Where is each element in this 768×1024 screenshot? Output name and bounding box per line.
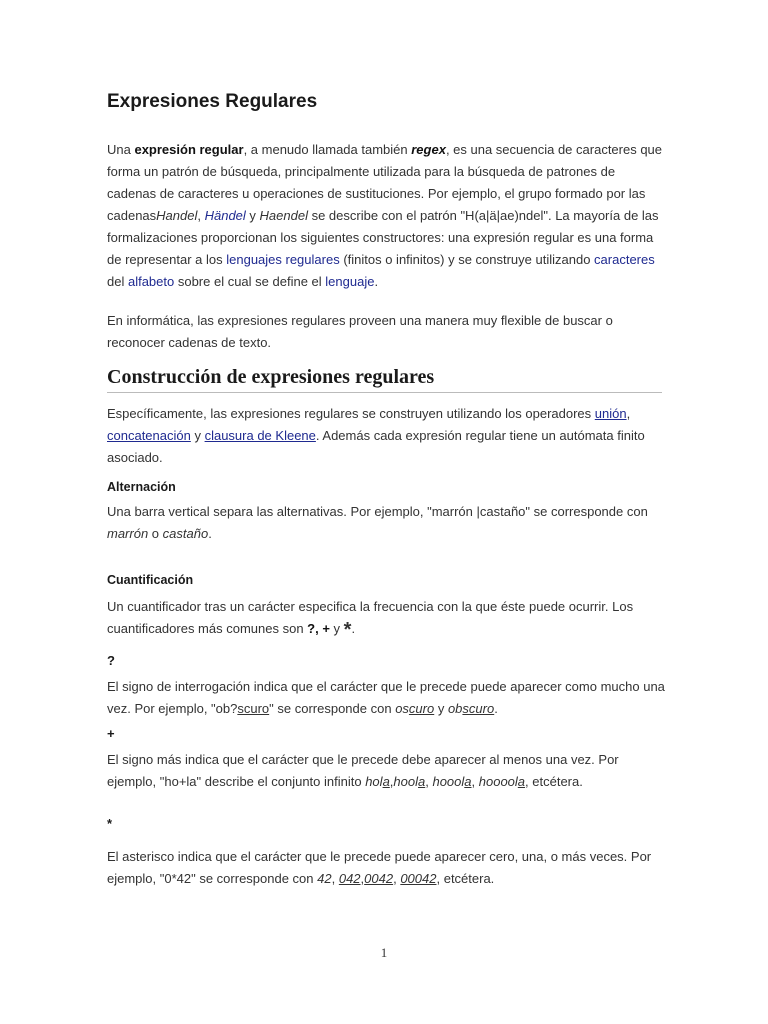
example-obscuro: ob xyxy=(447,701,463,716)
example-hooola-underlined: a xyxy=(464,774,472,789)
example-hoooola-underlined: a xyxy=(517,774,526,789)
construccion-text: . Además cada expresión regular tiene un autómata finito asociado. xyxy=(107,428,645,465)
mas-text: , etcétera. xyxy=(525,774,583,789)
example-0042: 0042 xyxy=(364,871,394,886)
link-union[interactable]: unión xyxy=(594,406,627,421)
separator: del xyxy=(107,274,128,289)
example-oscuro: os xyxy=(395,701,409,716)
interrogacion-text: " se corresponde con xyxy=(269,701,396,716)
separator: y xyxy=(245,208,260,223)
interrogacion-paragraph xyxy=(107,676,667,720)
asterisco-text: El asterisco indica que el carácter que le precede puede aparecer cero, una, o más veces. Por ejemplo, "0*42" se corresponde con xyxy=(107,849,652,886)
link-alfabeto[interactable]: alfabeto xyxy=(127,274,175,289)
example-castano: castaño xyxy=(162,526,209,541)
link-lenguajes-regulares[interactable]: lenguajes regulares xyxy=(226,252,340,267)
example-obscuro-underlined: scuro xyxy=(462,701,495,716)
example-042: 042 xyxy=(338,871,361,886)
example-handel: Handel xyxy=(156,208,198,223)
example-hoola: hool xyxy=(393,774,418,789)
intro-text: (finitos o infinitos) y se construye utilizando xyxy=(339,252,595,267)
example-oscuro-underlined: curo xyxy=(408,701,435,716)
cuantificacion-paragraph xyxy=(107,596,667,641)
link-lenguaje[interactable]: lenguaje xyxy=(325,274,375,289)
asterisco-paragraph xyxy=(107,846,667,890)
informatica-paragraph: En informática, las expresiones regulares proveen una manera muy flexible de buscar o reconocer cadenas de texto. xyxy=(107,313,613,350)
example-hola: hol xyxy=(365,774,383,789)
example-hooola: hoool xyxy=(432,774,465,789)
intro-text: sobre el cual se define el xyxy=(174,274,326,289)
link-clausura-kleene[interactable]: clausura de Kleene xyxy=(204,428,316,443)
subheading-cuantificacion: Cuantificación xyxy=(107,573,194,587)
subheading-alternacion: Alternación xyxy=(107,480,176,494)
link-handel-umlaut[interactable]: Händel xyxy=(204,208,246,223)
intro-text: se describe con el patrón "H(a|ä|ae)ndel". La mayoría de las formalizaciones proporcionan los siguientes constructores: una expresión regular es una forma de representar a los xyxy=(107,208,659,267)
example-haendel: Haendel xyxy=(259,208,308,223)
example-42: 42 xyxy=(317,871,332,886)
link-caracteres[interactable]: caracteres xyxy=(594,252,655,267)
intro-text: , es una secuencia de caracteres que forma un patrón de búsqueda, principalmente utilizada para la búsqueda de patrones de cadenas de caracteres u operaciones de sustituciones. Por ejemplo, el grupo formado por las cadenas xyxy=(107,142,663,223)
separator: , xyxy=(393,871,401,886)
mas-text: El signo más indica que el carácter que le precede debe aparecer al menos una vez. Por ejemplo, "ho+la" describe el conjunto infinito xyxy=(107,752,619,789)
example-00042: 00042 xyxy=(400,871,437,886)
separator: , xyxy=(425,774,433,789)
separator: . xyxy=(374,274,379,289)
quantifier-question: ? xyxy=(307,621,316,636)
separator: , xyxy=(471,774,479,789)
separator: y xyxy=(190,428,205,443)
term-regex: regex xyxy=(411,142,446,157)
separator: y xyxy=(434,701,448,716)
quantifier-star: * xyxy=(343,619,352,641)
alternacion-paragraph xyxy=(107,501,667,545)
separator: , xyxy=(360,871,365,886)
symbol-plus: + xyxy=(107,726,115,741)
example-hoola-underlined: a xyxy=(418,774,426,789)
symbol-asterisk: * xyxy=(107,816,113,831)
page-title: Expresiones Regulares xyxy=(107,91,318,112)
intro-text: Una xyxy=(107,142,135,157)
separator: , xyxy=(389,774,394,789)
mas-paragraph xyxy=(107,749,667,793)
separator: , xyxy=(315,621,323,636)
construccion-paragraph xyxy=(107,403,667,469)
separator: o xyxy=(148,526,163,541)
symbol-question: ? xyxy=(107,653,115,668)
section-heading-construccion: Construcción de expresiones regulares xyxy=(107,366,662,393)
intro-paragraph xyxy=(107,139,667,293)
separator: , xyxy=(626,406,631,421)
separator: . xyxy=(494,701,498,716)
separator: . xyxy=(351,621,356,636)
page-number: 1 xyxy=(380,945,388,960)
example-hoooola: hooool xyxy=(478,774,518,789)
separator: , xyxy=(197,208,205,223)
interrogacion-text: El signo de interrogación indica que el carácter que le precede puede aparecer como mucho una vez. Por ejemplo, "ob? xyxy=(107,679,665,716)
alternacion-text: Una barra vertical separa las alternativas. Por ejemplo, "marrón |castaño" se corresponde con xyxy=(107,504,648,519)
asterisco-text: , etcétera. xyxy=(436,871,495,886)
separator: , xyxy=(331,871,339,886)
example-marron: marrón xyxy=(107,526,149,541)
link-concatenacion[interactable]: concatenación xyxy=(107,428,191,443)
separator: y xyxy=(329,621,344,636)
term-expresion-regular: expresión regular xyxy=(134,142,244,157)
construccion-text: Específicamente, las expresiones regulares se construyen utilizando los operadores xyxy=(107,406,595,421)
cuantificacion-text: Un cuantificador tras un carácter especifica la frecuencia con la que éste puede ocurrir. Los cuantificadores más comunes son xyxy=(107,599,634,636)
example-hola-underlined: a xyxy=(382,774,390,789)
intro-text: , a menudo llamada también xyxy=(243,142,412,157)
underlined-scuro: scuro xyxy=(237,701,270,716)
quantifier-plus: + xyxy=(322,621,330,636)
separator: . xyxy=(208,526,212,541)
